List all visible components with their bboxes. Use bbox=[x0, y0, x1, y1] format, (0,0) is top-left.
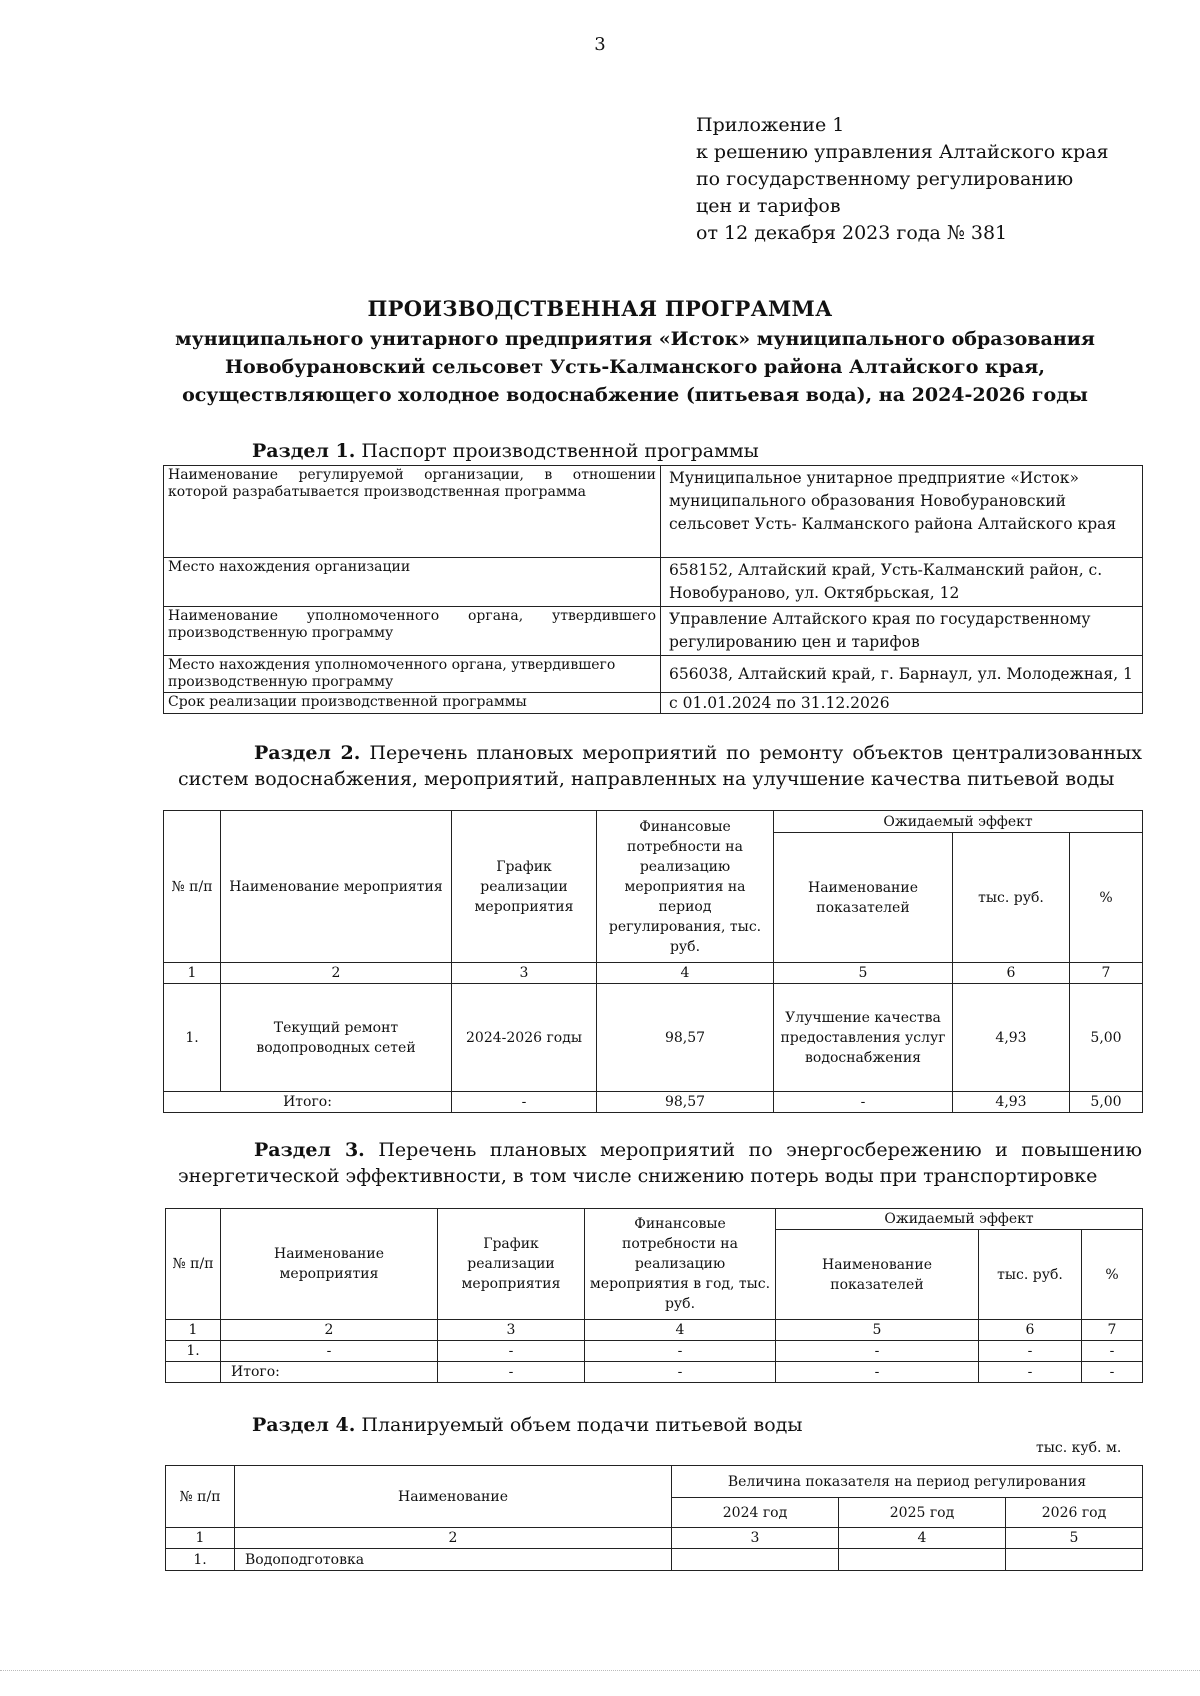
passport-label: Место нахождения уполномоченного органа, утвердившего производственную программу bbox=[164, 656, 661, 693]
section4-text: Планируемый объем подачи питьевой воды bbox=[361, 1414, 803, 1436]
page-number: 3 bbox=[594, 34, 606, 55]
col-percent-header: % bbox=[1070, 833, 1143, 963]
column-number: 6 bbox=[979, 1320, 1082, 1341]
document-title: ПРОИЗВОДСТВЕННАЯ ПРОГРАММА bbox=[367, 296, 833, 321]
table-row bbox=[164, 984, 1143, 1092]
section1-text: Паспорт производственной программы bbox=[361, 440, 759, 462]
total-thousand-rub: - bbox=[979, 1362, 1082, 1383]
col-name-header: Наименование мероприятия bbox=[221, 811, 452, 963]
section4-heading bbox=[252, 1412, 803, 1438]
table-row bbox=[166, 1549, 1143, 1571]
appendix-line: к решению управления Алтайского края bbox=[696, 141, 1109, 163]
header-row bbox=[164, 811, 1143, 833]
section3-label: Раздел 3. bbox=[254, 1139, 365, 1161]
section3-text: Перечень плановых мероприятий по энергосбережению и повышению энергетической эффективности, в том числе снижению потерь воды при транспортировке bbox=[178, 1139, 1143, 1187]
row-indicator: Улучшение качества предоставления услуг водоснабжения bbox=[774, 984, 953, 1092]
passport-value: Муниципальное унитарное предприятие «Исток» муниципального образования Новобурановский сельсовет Усть- Калманского района Алтайского края bbox=[661, 466, 1143, 558]
header-row bbox=[166, 1466, 1143, 1498]
column-number: 4 bbox=[839, 1528, 1006, 1549]
column-number: 7 bbox=[1082, 1320, 1143, 1341]
repair-measures-table bbox=[163, 810, 1143, 1113]
col-schedule-header: График реализации мероприятия bbox=[438, 1209, 585, 1320]
appendix-line: Приложение 1 bbox=[696, 114, 845, 136]
col-finance-header: Финансовые потребности на реализацию мероприятия на период регулирования, тыс. руб. bbox=[597, 811, 774, 963]
total-row bbox=[166, 1362, 1143, 1383]
column-number: 5 bbox=[1006, 1528, 1143, 1549]
col-num-header: № п/п bbox=[166, 1209, 221, 1320]
subtitle-line: осуществляющего холодное водоснабжение (питьевая вода), на 2024-2026 годы bbox=[182, 384, 1088, 406]
table-row bbox=[164, 466, 1143, 558]
total-label: Итого: bbox=[164, 1092, 452, 1113]
column-number: 3 bbox=[452, 963, 597, 984]
appendix-line: от 12 декабря 2023 года № 381 bbox=[696, 222, 1008, 244]
column-number: 4 bbox=[597, 963, 774, 984]
row-name: Текущий ремонт водопроводных сетей bbox=[221, 984, 452, 1092]
row-thousand-rub: 4,93 bbox=[953, 984, 1070, 1092]
col-thousand-rub-header: тыс. руб. bbox=[953, 833, 1070, 963]
column-number: 5 bbox=[776, 1320, 979, 1341]
section4-label: Раздел 4. bbox=[252, 1414, 356, 1436]
total-label: Итого: bbox=[221, 1362, 438, 1383]
total-schedule: - bbox=[452, 1092, 597, 1113]
column-number: 4 bbox=[585, 1320, 776, 1341]
row-value-2024 bbox=[672, 1549, 839, 1571]
col-name-header: Наименование bbox=[235, 1466, 672, 1528]
column-number: 2 bbox=[235, 1528, 672, 1549]
column-number: 2 bbox=[221, 963, 452, 984]
row-schedule: - bbox=[438, 1341, 585, 1362]
appendix-line: по государственному регулированию bbox=[696, 168, 1074, 190]
passport-value: Управление Алтайского края по государственному регулированию цен и тарифов bbox=[661, 607, 1143, 656]
section1-label: Раздел 1. bbox=[252, 440, 356, 462]
column-number: 2 bbox=[221, 1320, 438, 1341]
passport-value: с 01.01.2024 по 31.12.2026 bbox=[661, 693, 1143, 714]
passport-value: 656038, Алтайский край, г. Барнаул, ул. Молодежная, 1 bbox=[661, 656, 1143, 693]
subtitle-line: Новобурановский сельсовет Усть-Калманского района Алтайского края, bbox=[225, 356, 1045, 378]
col-thousand-rub-header: тыс. руб. bbox=[979, 1230, 1082, 1320]
total-indicator: - bbox=[776, 1362, 979, 1383]
section1-heading bbox=[252, 438, 759, 464]
column-number: 1 bbox=[166, 1320, 221, 1341]
document-subtitle bbox=[150, 325, 1120, 409]
col-effect-header: Ожидаемый эффект bbox=[774, 811, 1143, 833]
column-number: 3 bbox=[438, 1320, 585, 1341]
col-finance-header: Финансовые потребности на реализацию мероприятия в год, тыс. руб. bbox=[585, 1209, 776, 1320]
energy-saving-table bbox=[165, 1208, 1143, 1383]
appendix-block bbox=[696, 112, 1109, 247]
total-spacer bbox=[166, 1362, 221, 1383]
section2-text: Перечень плановых мероприятий по ремонту объектов централизованных систем водоснабжения, мероприятий, направленных на улучшение качества питьевой воды bbox=[178, 742, 1142, 790]
section3-heading bbox=[178, 1137, 1142, 1189]
passport-label: Наименование регулируемой организации, в отношении которой разрабатывается производственная программа bbox=[164, 466, 661, 558]
col-percent-header: % bbox=[1082, 1230, 1143, 1320]
column-number-row bbox=[166, 1320, 1143, 1341]
row-schedule: 2024-2026 годы bbox=[452, 984, 597, 1092]
row-percent: 5,00 bbox=[1070, 984, 1143, 1092]
row-value-2025 bbox=[839, 1549, 1006, 1571]
col-schedule-header: График реализации мероприятия bbox=[452, 811, 597, 963]
passport-value: 658152, Алтайский край, Усть-Калманский район, с. Новобураново, ул. Октябрьская, 12 bbox=[661, 558, 1143, 607]
row-name: Водоподготовка bbox=[235, 1549, 672, 1571]
row-thousand-rub: - bbox=[979, 1341, 1082, 1362]
column-number-row bbox=[166, 1528, 1143, 1549]
col-indicator-header: Наименование показателей bbox=[774, 833, 953, 963]
column-number: 1 bbox=[164, 963, 221, 984]
col-num-header: № п/п bbox=[164, 811, 221, 963]
total-indicator: - bbox=[774, 1092, 953, 1113]
col-year-header: 2026 год bbox=[1006, 1498, 1143, 1528]
section2-heading bbox=[178, 740, 1142, 792]
row-finance: - bbox=[585, 1341, 776, 1362]
passport-label: Наименование уполномоченного органа, утвердившего производственную программу bbox=[164, 607, 661, 656]
col-period-header: Величина показателя на период регулирования bbox=[672, 1466, 1143, 1498]
row-num: 1. bbox=[166, 1341, 221, 1362]
table-row bbox=[166, 1341, 1143, 1362]
total-percent: 5,00 bbox=[1070, 1092, 1143, 1113]
row-num: 1. bbox=[166, 1549, 235, 1571]
row-indicator: - bbox=[776, 1341, 979, 1362]
passport-label: Срок реализации производственной программы bbox=[164, 693, 661, 714]
column-number: 1 bbox=[166, 1528, 235, 1549]
row-num: 1. bbox=[164, 984, 221, 1092]
table-row bbox=[164, 656, 1143, 693]
section2-label: Раздел 2. bbox=[254, 742, 361, 764]
column-number: 5 bbox=[774, 963, 953, 984]
col-effect-header: Ожидаемый эффект bbox=[776, 1209, 1143, 1230]
row-name: - bbox=[221, 1341, 438, 1362]
table-row bbox=[164, 558, 1143, 607]
col-name-header: Наименование мероприятия bbox=[221, 1209, 438, 1320]
header-row bbox=[166, 1209, 1143, 1230]
col-indicator-header: Наименование показателей bbox=[776, 1230, 979, 1320]
passport-table bbox=[163, 465, 1143, 714]
column-number: 6 bbox=[953, 963, 1070, 984]
col-year-header: 2025 год bbox=[839, 1498, 1006, 1528]
subtitle-line: муниципального унитарного предприятия «Исток» муниципального образования bbox=[175, 328, 1095, 350]
total-percent: - bbox=[1082, 1362, 1143, 1383]
column-number: 3 bbox=[672, 1528, 839, 1549]
column-number: 7 bbox=[1070, 963, 1143, 984]
col-num-header: № п/п bbox=[166, 1466, 235, 1528]
unit-label: тыс. куб. м. bbox=[1036, 1440, 1122, 1456]
column-number-row bbox=[164, 963, 1143, 984]
total-row bbox=[164, 1092, 1143, 1113]
total-finance: 98,57 bbox=[597, 1092, 774, 1113]
passport-label: Место нахождения организации bbox=[164, 558, 661, 607]
total-finance: - bbox=[585, 1362, 776, 1383]
row-finance: 98,57 bbox=[597, 984, 774, 1092]
table-row bbox=[164, 693, 1143, 714]
scan-edge-divider bbox=[0, 1670, 1200, 1671]
col-year-header: 2024 год bbox=[672, 1498, 839, 1528]
total-schedule: - bbox=[438, 1362, 585, 1383]
table-row bbox=[164, 607, 1143, 656]
appendix-line: цен и тарифов bbox=[696, 195, 841, 217]
row-percent: - bbox=[1082, 1341, 1143, 1362]
row-value-2026 bbox=[1006, 1549, 1143, 1571]
total-thousand-rub: 4,93 bbox=[953, 1092, 1070, 1113]
water-supply-volume-table bbox=[165, 1465, 1143, 1571]
